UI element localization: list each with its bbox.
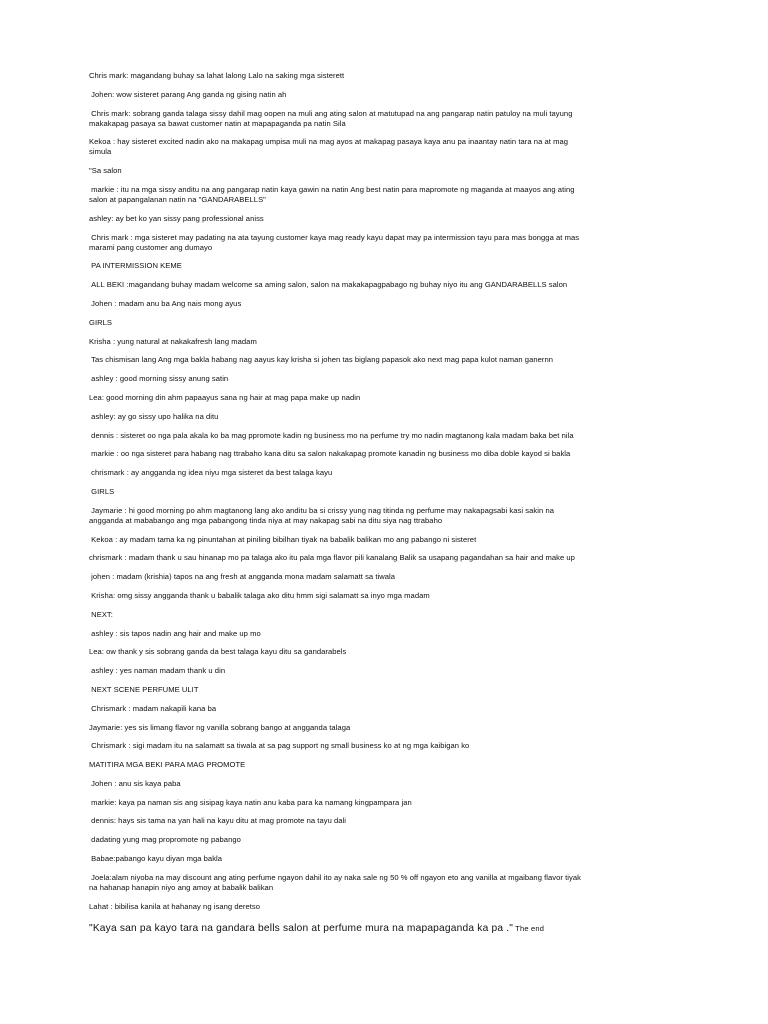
script-body	[89, 71, 688, 912]
dialogue-text: Chris mark: sobrang ganda talaga sissy dahil mag oopen na muli ang ating salon at matutupad na ang pangarap natin patuloy na muli tayung	[89, 108, 573, 118]
dialogue-text: Lea: good morning din ahm papaayus sana ng hair at mag papa make up nadin	[89, 392, 361, 402]
dialogue-line	[89, 591, 688, 601]
dialogue-text: Kekoa : ay madam tama ka ng pinuntahan at piniling bibilhan tiyak na babalik balikan mo ang pabango ni sisteret	[89, 534, 477, 544]
dialogue-text: MATITIRA MGA BEKI PARA MAG PROMOTE	[89, 760, 246, 770]
dialogue-line	[89, 779, 688, 789]
dialogue-text: ALL BEKI :magandang buhay madam welcome sa aming salon, salon na makakapagpabago ng buhay niyo itu ang GANDARABELLS salon	[89, 280, 568, 290]
dialogue-line	[89, 610, 688, 620]
dialogue-line	[89, 535, 688, 545]
dialogue-line	[89, 798, 688, 808]
dialogue-text: Krisha: omg sissy angganda thank u babalik talaga ako ditu hmm sigi salamatt sa inyo mga madam	[89, 590, 430, 600]
dialogue-line	[89, 666, 688, 676]
dialogue-line	[89, 468, 688, 478]
dialogue-line	[89, 393, 688, 403]
dialogue-text: Jaymarie : hi good morning po ahm magtanong lang ako anditu ba si crissy yung nag titinda ng perfume may nakapagsabi kasi sakin na	[89, 505, 554, 515]
dialogue-text: Joela:alam niyoba na may discount ang ating perfume ngayon dahil ito ay naka sale ng 50 % off ngayon eto ang vanilla at mgaibang flavor tiyak	[89, 872, 582, 882]
dialogue-line	[89, 760, 688, 770]
dialogue-text: Chrismark : sigi madam itu na salamatt sa tiwala at sa pag support ng small business ko at ng mga kaibigan ko	[89, 741, 470, 751]
dialogue-line	[89, 816, 688, 826]
dialogue-text: na hahanap hanapin niyo ang amoy at babalik balikan	[89, 882, 274, 892]
dialogue-line	[89, 261, 688, 271]
dialogue-line	[89, 185, 688, 205]
dialogue-text: Chris mark: magandang buhay sa lahat lalong Lalo na saking mga sisterett	[89, 71, 345, 80]
dialogue-text: dennis: hays sis tama na yan hali na kayu ditu at mag promote na tayu dali	[89, 816, 347, 826]
dialogue-text: markie : oo nga sisteret para habang nag ttrabaho kana ditu sa salon nakakapag promote kanadin ng business mo diba doble kayod si bakla	[89, 449, 571, 459]
dialogue-line	[89, 71, 688, 81]
dialogue-text: Chris mark : mga sisteret may padating na ata tayung customer kaya mag ready kayu dapat may pa intermission tayu para mas bongga at mas	[89, 232, 580, 242]
dialogue-text: PA INTERMISSION KEME	[89, 261, 182, 271]
closing-quote: "Kaya san pa kayo tara na gandara bells salon at perfume mura na mapapaganda ka pa ."	[89, 922, 514, 934]
dialogue-line	[89, 299, 688, 309]
dialogue-line	[89, 835, 688, 845]
dialogue-line	[89, 572, 688, 582]
dialogue-line	[89, 647, 688, 657]
dialogue-text: markie: kaya pa naman sis ang sisipag kaya natin anu kaba para ka namang kingpampara jan	[89, 797, 412, 807]
dialogue-line	[89, 902, 688, 912]
dialogue-line	[89, 431, 688, 441]
dialogue-text: ashley : sis tapos nadin ang hair and make up mo	[89, 628, 261, 638]
dialogue-line	[89, 166, 688, 176]
dialogue-line	[89, 487, 688, 497]
dialogue-line	[89, 214, 688, 224]
dialogue-text: ashley: ay go sissy upo halika na ditu	[89, 411, 219, 421]
dialogue-text: Tas chismisan lang Ang mga bakla habang nag aayus kay krisha si johen tas biglang papasok ako next mag papa kulot naman ganernn	[89, 355, 554, 365]
dialogue-line	[89, 355, 688, 365]
dialogue-text: dadating yung mag propromote ng pabango	[89, 835, 241, 845]
dialogue-text: ashley : good morning sissy anung satin	[89, 374, 229, 384]
dialogue-text: chrismark : madam thank u sau hinanap mo pa talaga ako itu pala mga flavor pili kanalang Balik sa usapang pagandahan sa hair and make up	[89, 553, 575, 563]
dialogue-text: Lea: ow thank y sis sobrang ganda da best talaga kayu ditu sa gandarabels	[89, 647, 347, 657]
dialogue-line	[89, 233, 688, 253]
dialogue-line	[89, 741, 688, 751]
dialogue-line	[89, 873, 688, 893]
dialogue-line	[89, 723, 688, 733]
dialogue-text: "Sa salon	[89, 166, 122, 176]
dialogue-text: Johen : anu sis kaya paba	[89, 778, 181, 788]
dialogue-line	[89, 280, 688, 290]
dialogue-text: GIRLS	[89, 486, 115, 496]
dialogue-line	[89, 337, 688, 347]
dialogue-text: dennis : sisteret oo nga pala akala ko ba mag ppromote kadin ng business mo na perfume try mo nadin magtanong kala madam baka bet nila	[89, 430, 574, 440]
dialogue-text: NEXT:	[89, 609, 113, 619]
dialogue-line	[89, 449, 688, 459]
dialogue-text: Kekoa : hay sisteret excited nadin ako na makapag umpisa muli na mag ayos at makapag pasaya kaya anu pa inaantay natin tara na at mag	[89, 137, 569, 147]
dialogue-text: Chrismark : madam nakapili kana ba	[89, 703, 217, 713]
dialogue-text: markie : itu na mga sissy anditu na ang pangarap natin kaya gawin na natin Ang best natin para mapromote ng maganda at maayos ang ating	[89, 184, 575, 194]
dialogue-line	[89, 412, 688, 422]
dialogue-text: Johen : madam anu ba Ang nais mong ayus	[89, 298, 242, 308]
dialogue-text: salon at papangalanan natin na "GANDARABELLS"	[89, 194, 266, 204]
dialogue-text: Lahat : bibilisa kanila at hahanay ng isang deretso	[89, 901, 260, 911]
dialogue-line	[89, 374, 688, 384]
dialogue-line	[89, 854, 688, 864]
dialogue-text: Jaymarie: yes sis limang flavor ng vanilla sobrang bango at angganda talaga	[89, 722, 351, 732]
dialogue-line	[89, 685, 688, 695]
dialogue-text: GIRLS	[89, 317, 113, 327]
dialogue-text: chrismark : ay angganda ng idea niyu mga sisteret da best talaga kayu	[89, 468, 333, 478]
dialogue-line	[89, 109, 688, 129]
dialogue-text: makakapag pasaya sa bawat customer natin at mapapaganda pa natin Sila	[89, 118, 346, 128]
dialogue-text: simula	[89, 147, 112, 157]
dialogue-text: ashley: ay bet ko yan sissy pang professional aniss	[89, 213, 264, 223]
dialogue-text: johen : madam (krishia) tapos na ang fresh at angganda mona madam salamatt sa tiwala	[89, 572, 396, 582]
dialogue-text: angganda at mababango ang mga pabangong tinda niya at may nakapag sabi na ditu siya nag ttrabaho	[89, 515, 443, 525]
dialogue-line	[89, 704, 688, 714]
dialogue-line	[89, 137, 688, 157]
dialogue-text: Johen: wow sisteret parang Ang ganda ng gising natin ah	[89, 89, 287, 99]
dialogue-line	[89, 506, 688, 526]
dialogue-text: marami pang customer ang dumayo	[89, 242, 213, 252]
dialogue-line	[89, 629, 688, 639]
dialogue-text: NEXT SCENE PERFUME ULIT	[89, 684, 199, 694]
dialogue-text: Babae:pabango kayu diyan mga bakla	[89, 854, 223, 864]
dialogue-line	[89, 90, 688, 100]
dialogue-text: Krisha : yung natural at nakakafresh lang madam	[89, 336, 257, 346]
dialogue-text: ashley : yes naman madam thank u din	[89, 666, 226, 676]
closing-line	[89, 922, 688, 935]
dialogue-line	[89, 553, 688, 563]
the-end-label: The end	[513, 923, 545, 933]
dialogue-line	[89, 318, 688, 328]
